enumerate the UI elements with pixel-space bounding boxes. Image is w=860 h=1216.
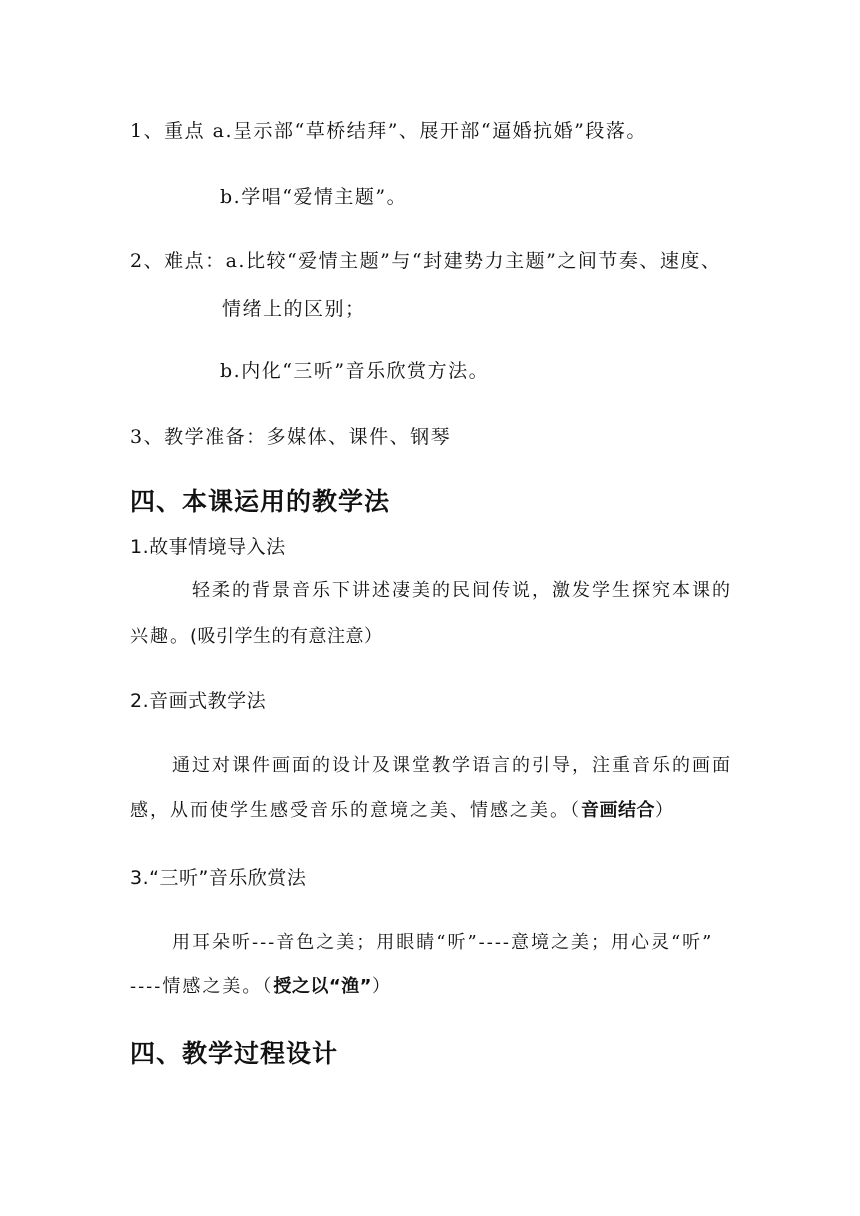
method-3-line-2-c: ） <box>372 976 392 997</box>
method-3-line-2-a: ----情感之美。（ <box>130 976 274 997</box>
method-1-title: 1.故事情境导入法 <box>130 536 286 558</box>
key-point-1-text: 呈示部“草桥结拜”、展开部“逼婚抗婚”段落。 <box>233 120 647 142</box>
method-2-title: 2.音画式教学法 <box>130 690 267 712</box>
difficulty-continued: 情绪上的区别； <box>222 298 366 320</box>
method-2-note: 音画结合 <box>581 800 655 821</box>
method-3-line-1: 用耳朵听---音色之美；用眼睛“听”----意境之美；用心灵“听” <box>172 932 714 953</box>
method-2-line-2 <box>130 796 675 822</box>
method-3-title: 3.“三听”音乐欣赏法 <box>130 867 307 889</box>
process-heading: 四、教学过程设计 <box>130 1039 339 1068</box>
teaching-preparation: 3、教学准备：多媒体、课件、钢琴 <box>130 426 452 448</box>
method-1-note: (吸引学生的有意注意） <box>190 626 383 647</box>
difficulty-prefix: 2、难点：a. <box>130 250 246 272</box>
key-point-1-b: b.学唱“爱情主题”。 <box>220 186 408 208</box>
method-3-note: 授之以“渔” <box>273 976 372 997</box>
method-2-line-2-c: ） <box>655 800 675 821</box>
method-2-line-1: 通过对课件画面的设计及课堂教学语言的引导，注重音乐的画面 <box>172 755 732 776</box>
method-1-line-1: 轻柔的背景音乐下讲述凄美的民间传说，激发学生探究本课的 <box>192 580 732 601</box>
difficulty-b: b.内化“三听”音乐欣赏方法。 <box>220 360 490 382</box>
difficulty-text: 比较“爱情主题”与“封建势力主题”之间节奏、速度、 <box>245 250 722 272</box>
difficulty-point <box>130 246 721 273</box>
methods-heading: 四、本课运用的教学法 <box>130 487 391 516</box>
method-2-line-2-a: 感，从而使学生感受音乐的意境之美、情感之美。（ <box>130 800 581 821</box>
method-1-line-2 <box>130 622 383 648</box>
key-point-1-prefix: 1、重点 a. <box>130 120 233 142</box>
key-point-1 <box>130 116 647 143</box>
method-3-line-2 <box>130 972 392 998</box>
method-1-line-2-a: 兴趣。 <box>130 626 190 647</box>
